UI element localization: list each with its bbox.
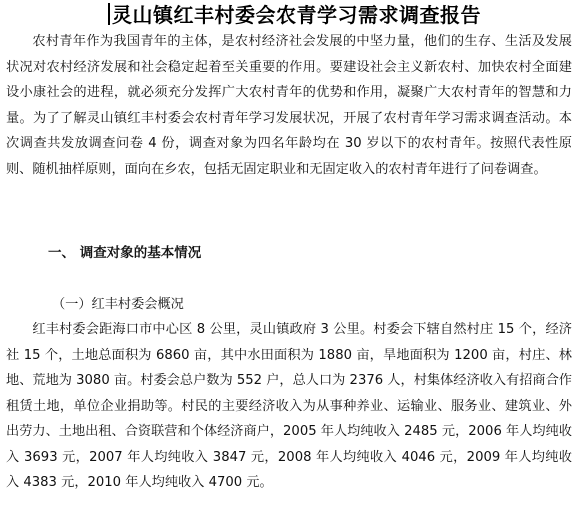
intro-paragraph: 农村青年作为我国青年的主体，是农村经济社会发展的中坚力量，他们的生存、生活及发展状况对农村经济发展和社会稳定起着至关重要的作用。要建设社会主义新农村、加快农村全面建设小康社会的进程，就必须充分发挥广大农村青年的优势和作用，凝聚广大农村青年的智慧和力量。为了了解灵山镇红丰村委会农村青年学习发展状况，开展了农村青年学习需求调查活动。本次调查共发放调查问卷 4 份，调查对象为四名年龄均在 30 岁以下的农村青年。按照代表性原则、随机抽样原则，面向在乡农，包括无固定职业和无固定收入的农村青年进行了问卷调查。 [6, 34, 572, 177]
overview-paragraph: 红丰村委会距海口市中心区 8 公里，灵山镇政府 3 公里。村委会下辖自然村庄 15 个，经济社 15 个，土地总面积为 6860 亩，其中水田面积为 1880 亩，旱地面积为 1200 亩，村庄、林地、荒地为 3080 亩。村委会总户数为 552 户，总人口为 2376 人，村集体经济收入有招商合作租赁土地，单位企业捐助等。村民的主要经济收入为从事种养业、运输业、服务业、建筑业、外出劳力、土地出租、合资联营和个体经济商户，2005 年人均纯收入 2485 元，2006 年人均纯收入 3693 元，2007 年人均纯收入 3847 元，2008 年人均纯收入 4046 元，2009 年人均纯收入 4383 元，2010 年人均纯收入 4700 元。 [6, 322, 572, 490]
subsection-heading: （一）红丰村委会概况 [52, 297, 184, 312]
document-title: 灵山镇红丰村委会农青学习需求调查报告 [112, 3, 481, 27]
section-heading: 一、 调查对象的基本情况 [48, 245, 202, 261]
text-cursor [108, 3, 110, 25]
document-title-line [108, 2, 481, 28]
